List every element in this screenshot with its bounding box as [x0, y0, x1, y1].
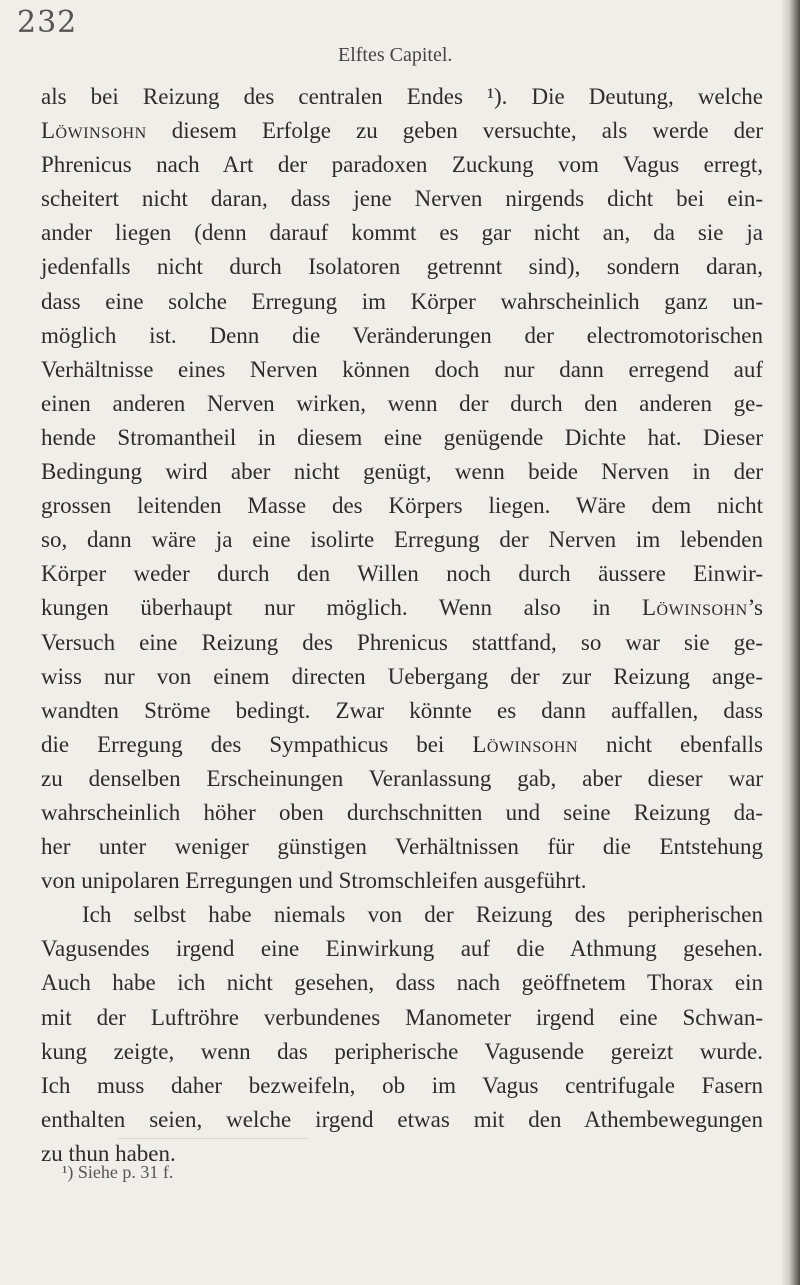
text-line: her unter weniger günstigen Verhältnissen für die Entstehung — [41, 834, 763, 860]
text-line: Ich muss daher bezweifeln, ob im Vagus centrifugale Fasern — [41, 1072, 763, 1098]
text-line: so, dann wäre ja eine isolirte Erregung der Nerven im lebenden — [41, 527, 763, 553]
text-line: Ich selbst habe niemals von der Reizung des peripherischen — [82, 902, 763, 928]
text-line: als bei Reizung des centralen Endes ¹). Die Deutung, welche — [41, 84, 763, 109]
text-line — [41, 114, 763, 148]
text-line: zu thun haben. — [41, 1140, 176, 1166]
author-name: Löwinsohn — [472, 731, 578, 757]
text-line: Verhältnisse eines Nerven können doch nur dann erregend auf — [41, 356, 763, 382]
text-line: mit der Luftröhre verbundenes Manometer irgend eine Schwan- — [41, 1004, 763, 1030]
text-line: Bedingung wird aber nicht genügt, wenn beide Nerven in der — [41, 459, 763, 485]
text-line: Versuch eine Reizung des Phrenicus stattfand, so war sie ge- — [41, 629, 763, 655]
running-head: Elftes Capitel. — [338, 44, 453, 66]
footnote: ¹) Siehe p. 31 f. — [62, 1162, 174, 1182]
text-line — [41, 591, 763, 625]
body-text — [41, 80, 763, 1171]
page-edge-shadow — [782, 0, 800, 1285]
author-name: Löwinsohn — [41, 118, 147, 144]
text-line: möglich ist. Denn die Veränderungen der electromotorischen — [41, 322, 763, 348]
text-line: kung zeigte, wenn das peripherische Vagusende gereizt wurde. — [41, 1038, 763, 1064]
author-name: Löwinsohn — [642, 595, 748, 621]
text-line: jedenfalls nicht durch Isolatoren getrennt sind), sondern daran, — [41, 254, 763, 280]
text-line: wiss nur von einem directen Uebergang der zur Reizung ange- — [41, 663, 763, 689]
text-line: dass eine solche Erregung im Körper wahrscheinlich ganz un- — [41, 288, 763, 314]
page-number: 232 — [17, 5, 78, 40]
text-line — [41, 728, 763, 762]
text-line: scheitert nicht daran, dass jene Nerven nirgends dicht bei ein- — [41, 186, 763, 212]
text-line: wandten Ströme bedingt. Zwar könnte es dann auffallen, dass — [41, 697, 763, 723]
text-fragment: nicht ebenfalls — [577, 731, 763, 757]
text-line: enthalten seien, welche irgend etwas mit den Athembewegungen — [41, 1106, 763, 1132]
text-line: von unipolaren Erregungen und Stromschleifen ausgeführt. — [41, 868, 587, 894]
text-fragment: kungen überhaupt nur möglich. Wenn also in — [41, 595, 642, 621]
text-line: wahrscheinlich höher oben durchschnitten und seine Reizung da- — [41, 799, 763, 825]
footnote-rule — [118, 1138, 308, 1139]
text-line: hende Stromantheil in diesem eine genügende Dichte hat. Dieser — [41, 424, 763, 450]
text-line: grossen leitenden Masse des Körpers liegen. Wäre dem nicht — [41, 493, 763, 519]
text-fragment: ’s — [747, 595, 763, 621]
text-line: Phrenicus nach Art der paradoxen Zuckung vom Vagus erregt, — [41, 152, 763, 178]
text-line: Körper weder durch den Willen noch durch äussere Einwir- — [41, 561, 763, 587]
text-fragment: die Erregung des Sympathicus bei — [41, 731, 473, 757]
text-line: ander liegen (denn darauf kommt es gar nicht an, da sie ja — [41, 220, 763, 246]
text-line: Auch habe ich nicht gesehen, dass nach geöffnetem Thorax ein — [41, 970, 763, 996]
text-line: Vagusendes irgend eine Einwirkung auf die Athmung gesehen. — [41, 936, 763, 962]
text-line: zu denselben Erscheinungen Veranlassung gab, aber dieser war — [41, 765, 763, 791]
text-line: einen anderen Nerven wirken, wenn der durch den anderen ge- — [41, 390, 763, 416]
text-fragment: diesem Erfolge zu geben versuchte, als werde der — [146, 118, 763, 144]
